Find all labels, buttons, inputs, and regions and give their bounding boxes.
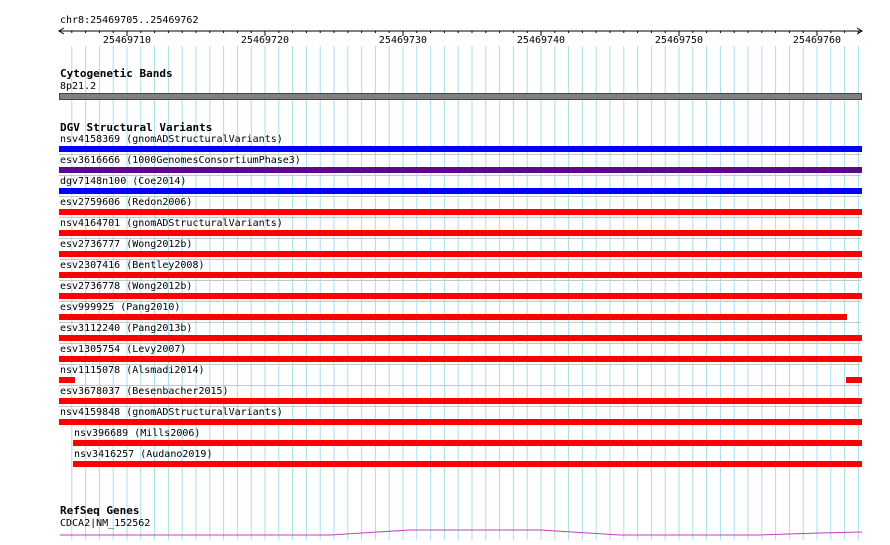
ruler-tick-label: 25469720 xyxy=(240,35,290,46)
dgv-variant-label[interactable]: nsv4158369 (gnomADStructuralVariants) xyxy=(60,134,283,145)
refseq-track-title[interactable]: RefSeq Genes xyxy=(60,504,140,517)
dgv-variant-bar[interactable] xyxy=(59,188,862,194)
dgv-variant-label[interactable]: nsv4159848 (gnomADStructuralVariants) xyxy=(60,407,283,418)
position-label: chr8:25469705..25469762 xyxy=(60,15,199,26)
dgv-variant-label[interactable]: esv2307416 (Bentley2008) xyxy=(60,260,205,271)
dgv-variant-label[interactable]: esv3112240 (Pang2013b) xyxy=(60,323,193,334)
dgv-variant-bar[interactable] xyxy=(59,293,862,299)
ruler-tick-label: 25469740 xyxy=(516,35,566,46)
dgv-variant-bar[interactable] xyxy=(73,461,862,467)
dgv-track-title[interactable]: DGV Structural Variants xyxy=(60,121,213,134)
dgv-variant-bar[interactable] xyxy=(59,314,847,320)
dgv-variant-label[interactable]: esv1305754 (Levy2007) xyxy=(60,344,187,355)
dgv-variant-bar[interactable] xyxy=(59,356,862,362)
dgv-variant-bar[interactable] xyxy=(59,230,862,236)
dgv-variant-label[interactable]: esv2759606 (Redon2006) xyxy=(60,197,193,208)
dgv-variant-bar[interactable] xyxy=(59,272,862,278)
dgv-variant-label[interactable]: nsv1115078 (Alsmadi2014) xyxy=(60,365,205,376)
dgv-variant-bar[interactable] xyxy=(73,440,862,446)
refseq-gene-intron-line[interactable] xyxy=(0,525,890,539)
dgv-variant-bar[interactable] xyxy=(59,146,862,152)
dgv-variant-bar[interactable] xyxy=(59,419,862,425)
dgv-variant-bar[interactable] xyxy=(59,335,862,341)
cytoband-label: 8p21.2 xyxy=(60,81,97,92)
dgv-variant-bar[interactable] xyxy=(59,251,862,257)
refseq-gene-label[interactable]: CDCA2|NM_152562 xyxy=(60,518,151,529)
ruler-tick-label: 25469760 xyxy=(792,35,842,46)
dgv-variant-bar[interactable] xyxy=(59,398,862,404)
ruler-tick-label: 25469730 xyxy=(378,35,428,46)
dgv-variant-label[interactable]: dgv7148n100 (Coe2014) xyxy=(60,176,187,187)
dgv-variant-label[interactable]: esv3616666 (1000GenomesConsortiumPhase3) xyxy=(60,155,301,166)
dgv-variant-label[interactable]: esv3678037 (Besenbacher2015) xyxy=(60,386,229,397)
dgv-variant-bar[interactable] xyxy=(59,167,862,173)
cytoband-track-title[interactable]: Cytogenetic Bands xyxy=(60,67,173,80)
dgv-variant-bar[interactable] xyxy=(59,377,75,383)
ruler-tick-label: 25469710 xyxy=(102,35,152,46)
dgv-variant-label[interactable]: esv2736778 (Wong2012b) xyxy=(60,281,193,292)
dgv-variant-label[interactable]: esv2736777 (Wong2012b) xyxy=(60,239,193,250)
cytoband-bar[interactable] xyxy=(59,93,862,100)
dgv-variant-label[interactable]: nsv396689 (Mills2006) xyxy=(74,428,201,439)
dgv-variant-bar[interactable] xyxy=(846,377,862,383)
dgv-variant-label[interactable]: nsv4164701 (gnomADStructuralVariants) xyxy=(60,218,283,229)
dgv-variant-bar[interactable] xyxy=(59,209,862,215)
dgv-variant-label[interactable]: esv999925 (Pang2010) xyxy=(60,302,181,313)
dgv-variant-label[interactable]: nsv3416257 (Audano2019) xyxy=(74,449,213,460)
ruler-tick-label: 25469750 xyxy=(654,35,704,46)
